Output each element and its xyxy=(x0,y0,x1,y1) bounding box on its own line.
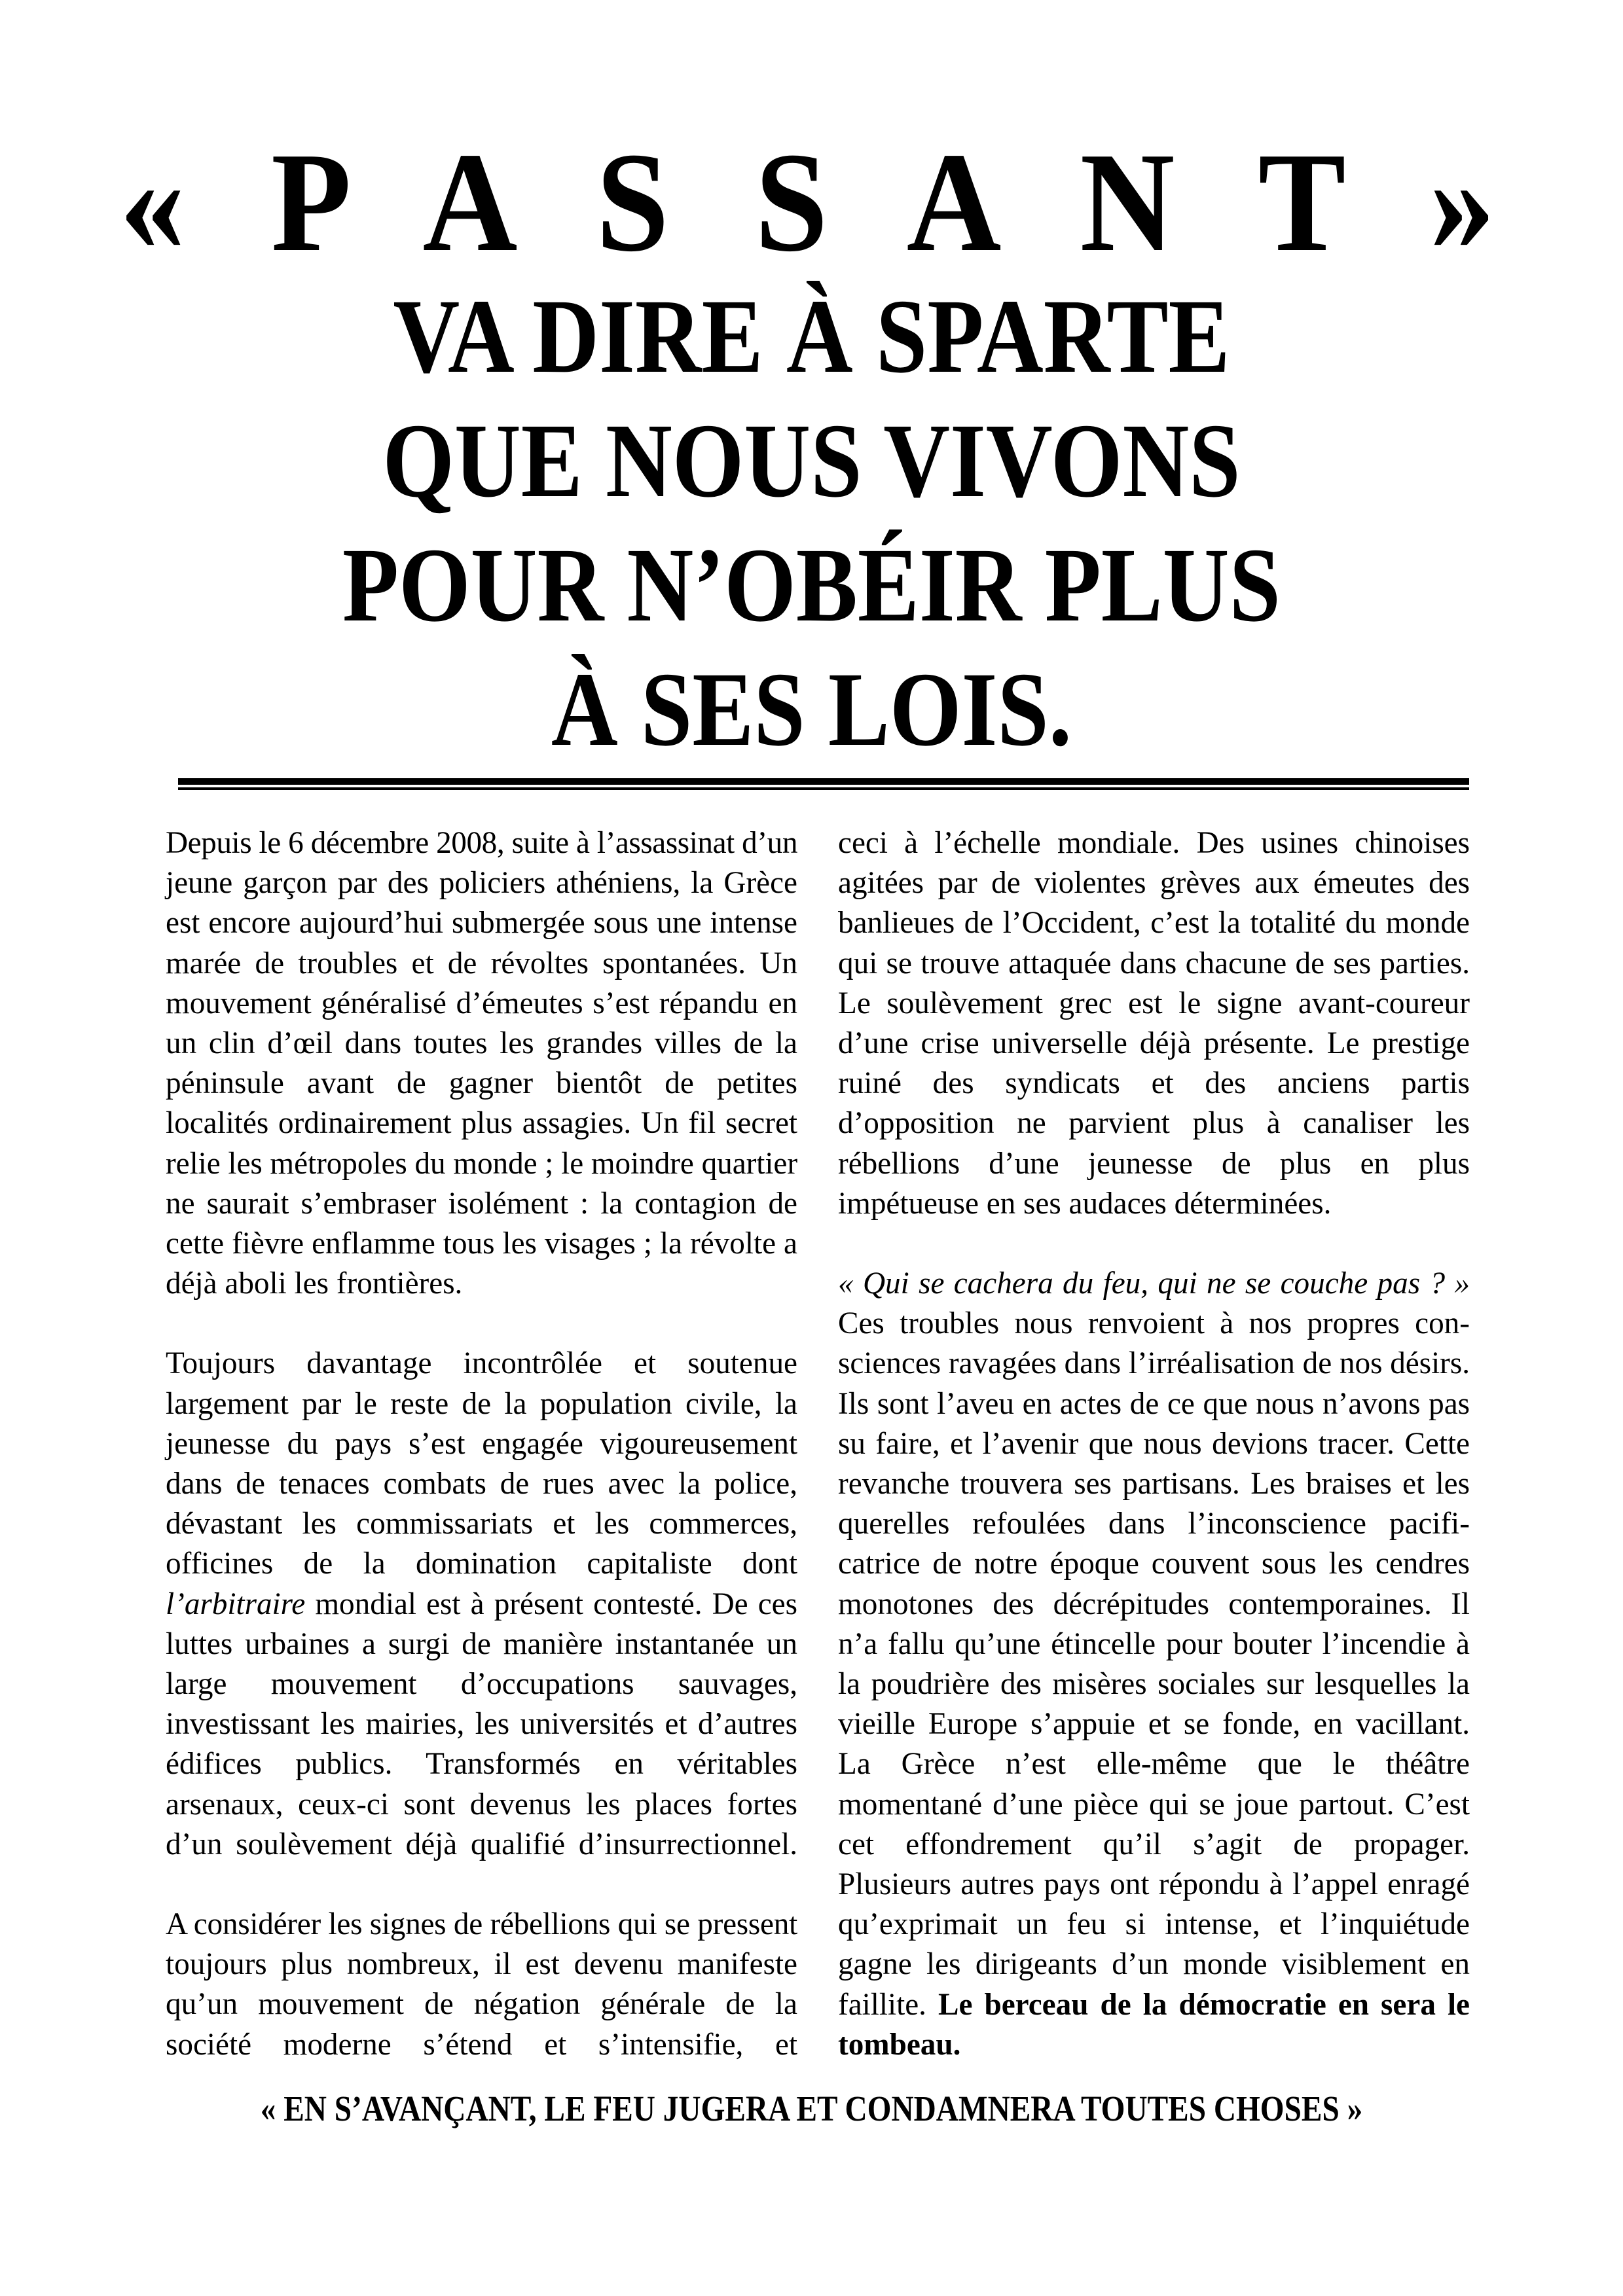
left-paragraph-1 xyxy=(166,823,797,1304)
text-line: ruiné des syndicats et des anciens partis xyxy=(838,1066,1470,1101)
text-line: A considérer les signes de rébellions qui se pressent xyxy=(166,1907,797,1942)
text-line: jeune garçon par des policiers athéniens, la Grèce xyxy=(166,866,797,901)
faillite-text: faillite. xyxy=(838,1987,938,2022)
text-line: Ces troubles nous renvoient à nos propres con- xyxy=(838,1306,1470,1341)
headline-line-5: À SES LOIS. xyxy=(551,651,1072,768)
right-paragraph-2 xyxy=(838,1264,1470,2065)
text-line: arsenaux, ceux-ci sont devenus les places fortes xyxy=(166,1787,797,1821)
text-line: large mouvement d’occupations sauvages, xyxy=(166,1667,797,1702)
text-line: La Grèce n’est elle-même que le théâtre xyxy=(838,1747,1470,1782)
text-line: gagne les dirigeants d’un monde visiblement en xyxy=(838,1947,1470,1982)
text-line: d’une crise universelle déjà présente. Le prestige xyxy=(838,1026,1470,1061)
right-paragraph-2-final-line xyxy=(838,2025,1470,2065)
text-line: déjà aboli les frontières. xyxy=(166,1266,463,1301)
text-line: d’opposition ne parvient plus à canaliser les xyxy=(838,1106,1470,1141)
fire-quote-text: « Qui se cachera du feu, qui ne se couche pas ? » xyxy=(838,1266,1470,1301)
text-line: su faire, et l’avenir que nous devions tracer. Cette xyxy=(838,1426,1470,1461)
text-line: sciences ravagées dans l’irréalisation de nos désirs. xyxy=(838,1346,1470,1381)
left-paragraph-2-italic-line xyxy=(166,1585,797,1624)
text-line: édifices publics. Transformés en véritables xyxy=(166,1747,797,1782)
double-rule-thin xyxy=(178,787,1469,790)
text-line: luttes urbaines a surgi de manière instantanée un xyxy=(166,1626,797,1661)
left-column xyxy=(166,823,797,2105)
bold-conclusion-1: Le berceau de la démocratie en sera le xyxy=(938,1987,1470,2022)
left-paragraph-3 xyxy=(166,1905,797,2065)
headline-line-4: POUR N’OBÉIR PLUS xyxy=(342,527,1281,644)
fire-quote xyxy=(838,1264,1470,1304)
text-line: cet effondrement qu’il s’agit de propager. xyxy=(838,1827,1470,1861)
right-paragraph-2-bold-line xyxy=(838,1985,1470,2025)
text-line: vieille Europe s’appuie et se fonde, en vacillant. xyxy=(838,1707,1470,1742)
text-line: officines de la domination capitaliste dont xyxy=(166,1547,797,1581)
text-line: Plusieurs autres pays ont répondu à l’appel enragé xyxy=(838,1867,1470,1902)
text-line: la poudrière des misères sociales sur lesquelles la xyxy=(838,1667,1470,1702)
text-line: Ils sont l’aveu en actes de ce que nous n’avons pas xyxy=(838,1386,1470,1421)
text-line: catrice de notre époque couvent sous les cendres xyxy=(838,1547,1470,1581)
left-paragraph-2 xyxy=(166,1344,797,1865)
text-line: querelles refoulées dans l’inconscience pacifi- xyxy=(838,1507,1470,1541)
right-paragraph-1 xyxy=(838,823,1470,1224)
headline-passant: « P A S S A N T » xyxy=(119,124,1522,281)
text-line: mouvement généralisé d’émeutes s’est répandu en xyxy=(166,986,797,1020)
text-line: largement par le reste de la population civile, la xyxy=(166,1386,797,1421)
text-line: marée de troubles et de révoltes spontanées. Un xyxy=(166,946,797,980)
text-line: Depuis le 6 décembre 2008, suite à l’assassinat d’un xyxy=(166,826,797,860)
text-line: revanche trouvera ses partisans. Les braises et les xyxy=(838,1467,1470,1501)
text-line: qui se trouve attaquée dans chacune de ses parties. xyxy=(838,946,1470,980)
left-paragraph-2-rest xyxy=(166,1624,797,1865)
text-line: qu’exprimait un feu si intense, et l’inquiétude xyxy=(838,1907,1470,1942)
text-line: investissant les mairies, les universités et d’autres xyxy=(166,1707,797,1742)
text-line: ne saurait s’embraser isolément : la contagion de xyxy=(166,1186,797,1221)
text-line: n’a fallu qu’une étincelle pour bouter l’incendie à xyxy=(838,1626,1470,1661)
text-line: un clin d’œil dans toutes les grandes villes de la xyxy=(166,1026,797,1061)
text-line: agitées par de violentes grèves aux émeutes des xyxy=(838,866,1470,901)
text-line: qu’un mouvement de négation générale de la xyxy=(166,1987,797,2022)
text-line: banlieues de l’Occident, c’est la totalité du monde xyxy=(838,906,1470,941)
text-line: ceci à l’échelle mondiale. Des usines chinoises xyxy=(838,826,1470,860)
left-paragraph-2-lines xyxy=(166,1344,797,1584)
headline xyxy=(0,124,1623,772)
italic-arbitraire: l’arbitraire xyxy=(166,1587,306,1621)
text-line: relie les métropoles du monde ; le moindre quartier xyxy=(166,1146,797,1181)
double-rule-thick xyxy=(178,778,1469,785)
right-paragraph-2-lines xyxy=(838,1304,1470,1984)
headline-line-2: VA DIRE À SPARTE xyxy=(393,278,1230,395)
headline-line-3: QUE NOUS VIVONS xyxy=(382,403,1241,520)
text-line: dans de tenaces combats de rues avec la police, xyxy=(166,1467,797,1501)
text-line: Toujours davantage incontrôlée et soutenue xyxy=(166,1346,797,1381)
right-column xyxy=(838,823,1470,2065)
footer-slogan: « EN S’AVANÇANT, LE FEU JUGERA ET CONDAMNERA TOUTES CHOSES » xyxy=(260,2089,1363,2128)
text-line: localités ordinairement plus assagies. Un fil secret xyxy=(166,1106,797,1141)
text-line: impétueuse en ses audaces déterminées. xyxy=(838,1186,1332,1221)
text-line: dévastant les commissariats et les commerces, xyxy=(166,1507,797,1541)
text-line: Le soulèvement grec est le signe avant-coureur xyxy=(838,986,1470,1020)
text-line: est encore aujourd’hui submergée sous une intense xyxy=(166,906,797,941)
text-line: jeunesse du pays s’est engagée vigoureusement xyxy=(166,1426,797,1461)
text-line: cette fièvre enflamme tous les visages ; la révolte a xyxy=(166,1227,797,1261)
text-line: rébellions d’une jeunesse de plus en plus xyxy=(838,1146,1470,1181)
italic-line-rest: mondial est à présent contesté. De ces xyxy=(305,1587,797,1621)
text-line: société moderne s’étend et s’intensifie, et xyxy=(166,2027,797,2062)
text-line: péninsule avant de gagner bientôt de petites xyxy=(166,1066,797,1101)
text-line: monotones des décrépitudes contemporaines. Il xyxy=(838,1587,1470,1621)
text-line: momentané d’une pièce qui se joue partout. C’est xyxy=(838,1787,1470,1821)
text-line: toujours plus nombreux, il est devenu manifeste xyxy=(166,1947,797,1982)
text-line: d’un soulèvement déjà qualifié d’insurrectionnel. xyxy=(166,1827,797,1861)
bold-conclusion-2: tombeau. xyxy=(838,2027,961,2062)
